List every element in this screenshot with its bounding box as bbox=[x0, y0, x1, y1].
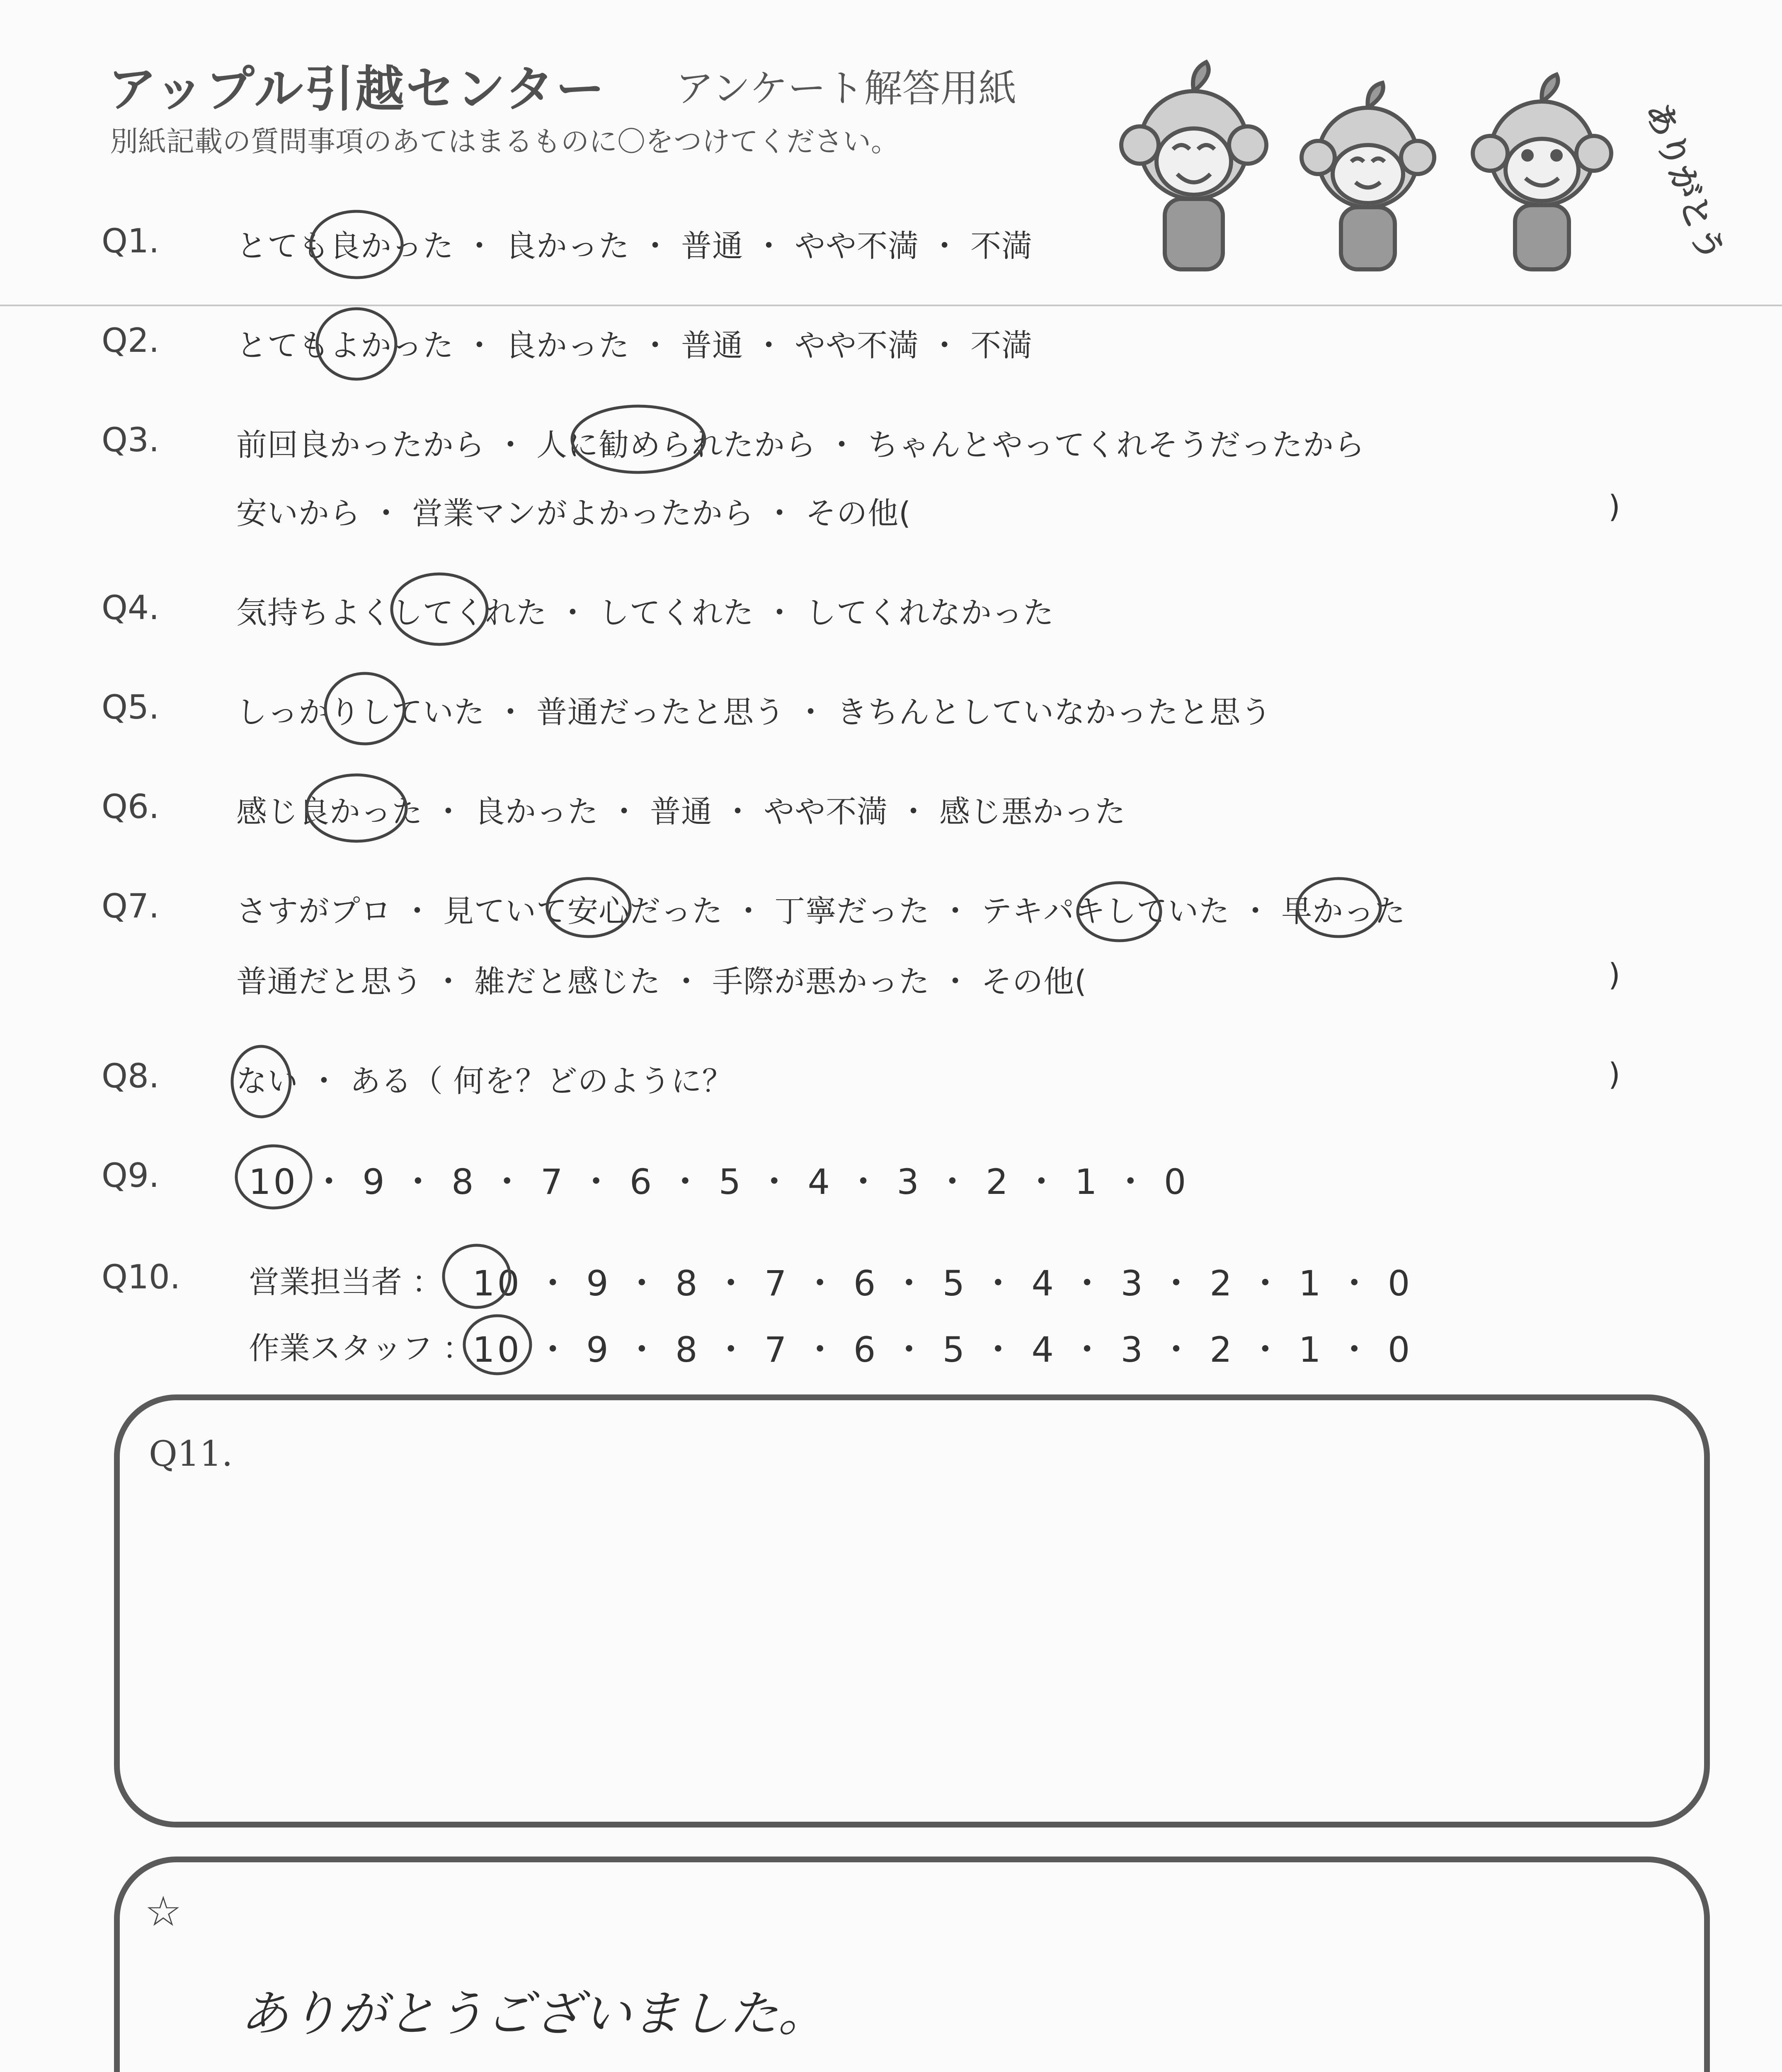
handwritten-comment-line2 bbox=[240, 2065, 1512, 2072]
question-options-q4: 気持ちよくしてくれた ・ してくれた ・ してくれなかった bbox=[236, 595, 1055, 631]
header-divider bbox=[0, 305, 1782, 306]
form-subtitle: アンケート解答用紙 bbox=[676, 66, 1017, 111]
question-options-q8: ない ・ ある（ 何を？どのように？ bbox=[236, 1063, 733, 1099]
paren-close: ) bbox=[1608, 1057, 1620, 1092]
question-label-q8: Q8. bbox=[102, 1057, 160, 1095]
question-options-q7-line1: さすがプロ ・ 見ていて安心だった ・ 丁寧だった ・ テキパキしていた ・ 早かった bbox=[236, 893, 1406, 929]
monkey-mascot-icon bbox=[1302, 83, 1434, 269]
question-label-q10: Q10. bbox=[102, 1258, 181, 1296]
question-options-q6: 感じ良かった ・ 良かった ・ 普通 ・ やや不満 ・ 感じ悪かった bbox=[236, 794, 1126, 830]
question-label-q7: Q7. bbox=[102, 887, 160, 925]
score-scale-q9: 10 ・ 9 ・ 8 ・ 7 ・ 6 ・ 5 ・ 4 ・ 3 ・ 2 ・ 1 ・ 0 bbox=[249, 1162, 1189, 1202]
q11-comment-box[interactable] bbox=[114, 1394, 1710, 1828]
company-title: アップル引越センター bbox=[108, 61, 606, 118]
question-options-q3-line1: 前回良かったから ・ 人に勧められたから ・ ちゃんとやってくれそうだったから bbox=[236, 427, 1365, 463]
monkey-mascot-icon bbox=[1121, 62, 1266, 269]
question-label-q1: Q1. bbox=[102, 222, 160, 260]
star-comment-box[interactable] bbox=[114, 1857, 1710, 2072]
question-label-q4: Q4. bbox=[102, 588, 160, 627]
star-icon: ☆ bbox=[145, 1887, 182, 1936]
question-options-q1: とても良かった ・ 良かった ・ 普通 ・ やや不満 ・ 不満 bbox=[236, 228, 1033, 264]
sales-rep-label: 営業担当者 ： bbox=[249, 1264, 443, 1300]
q11-label: Q11. bbox=[149, 1433, 233, 1474]
work-staff-label: 作業スタッフ ： bbox=[249, 1331, 473, 1366]
paren-close: ) bbox=[1608, 489, 1620, 525]
question-label-q5: Q5. bbox=[102, 688, 160, 726]
score-scale-sales-rep: 10 ・ 9 ・ 8 ・ 7 ・ 6 ・ 5 ・ 4 ・ 3 ・ 2 ・ 1 ・ 0 bbox=[473, 1263, 1413, 1304]
monkey-mascot-icon bbox=[1473, 75, 1611, 269]
question-options-q3-line2: 安いから ・ 営業マンがよかったから ・ その他( bbox=[236, 496, 911, 531]
paren-close: ) bbox=[1608, 957, 1620, 993]
question-label-q2: Q2. bbox=[102, 321, 160, 360]
score-scale-work-staff: 10 ・ 9 ・ 8 ・ 7 ・ 6 ・ 5 ・ 4 ・ 3 ・ 2 ・ 1 ・ 0 bbox=[473, 1329, 1413, 1370]
mascot-text: ありがとう bbox=[1638, 97, 1731, 266]
form-instruction: 別紙記載の質問事項のあてはまるものに〇をつけてください。 bbox=[110, 126, 899, 158]
question-label-q6: Q6. bbox=[102, 787, 160, 826]
question-options-q2: とてもよかった ・ 良かった ・ 普通 ・ やや不満 ・ 不満 bbox=[236, 328, 1033, 363]
question-options-q5: しっかりしていた ・ 普通だったと思う ・ きちんとしていなかったと思う bbox=[236, 695, 1272, 730]
question-label-q9: Q9. bbox=[102, 1156, 160, 1195]
question-options-q7-line2: 普通だと思う ・ 雑だと感じた ・ 手際が悪かった ・ その他( bbox=[236, 964, 1087, 1000]
handwritten-comment-line1: ありがとうございました。 bbox=[240, 1985, 827, 2042]
question-label-q3: Q3. bbox=[102, 421, 160, 459]
monkey-mascots-illustration bbox=[1111, 50, 1731, 282]
